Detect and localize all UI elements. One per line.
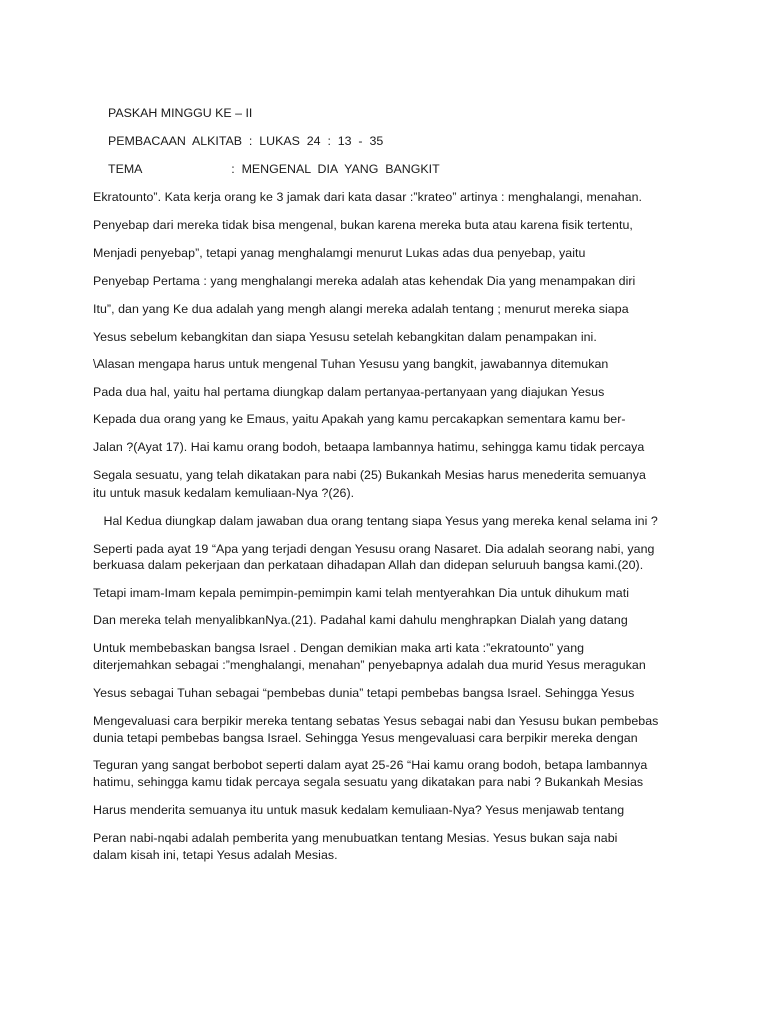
- body-line: Tetapi imam-Imam kepala pemimpin-pemimpin kami telah mentyerahkan Dia untuk dihukum mati: [93, 586, 630, 600]
- body-line: Itu”, dan yang Ke dua adalah yang mengh alangi mereka adalah tentang ; menurut mereka siapa: [93, 302, 629, 316]
- body-line: diterjemahkan sebagai :”menghalangi, menahan” penyebapnya adalah dua murid Yesus meragukan: [93, 658, 646, 672]
- body-line: Hal Kedua diungkap dalam jawaban dua orang tentang siapa Yesus yang mereka kenal selama ini ?: [93, 514, 658, 528]
- body-line: Ekratounto”. Kata kerja orang ke 3 jamak dari kata dasar :”krateo” artinya : menghalangi, menahan.: [93, 190, 643, 204]
- body-line: Untuk membebaskan bangsa Israel . Dengan demikian maka arti kata :”ekratounto” yang: [93, 641, 585, 655]
- body-line: itu untuk masuk kedalam kemuliaan-Nya ?(26).: [93, 486, 355, 500]
- body-line: Pada dua hal, yaitu hal pertama diungkap dalam pertanyaa-pertanyaan yang diajukan Yesus: [93, 385, 605, 399]
- body-line: Peran nabi-nqabi adalah pemberita yang menubuatkan tentang Mesias. Yesus bukan saja nabi: [93, 831, 618, 845]
- body-line: Teguran yang sangat berbobot seperti dalam ayat 25-26 “Hai kamu orang bodoh, betapa lambannya: [93, 758, 648, 772]
- body-line: hatimu, sehingga kamu tidak percaya segala sesuatu yang dikatakan para nabi ? Bukankah Mesias: [93, 775, 644, 789]
- body-line: Penyebap dari mereka tidak bisa mengenal, bukan karena mereka buta atau karena fisik tertentu,: [93, 218, 633, 232]
- header-reading: PEMBACAAN ALKITAB : LUKAS 24 : 13 - 35: [108, 134, 384, 148]
- body-line: Jalan ?(Ayat 17). Hai kamu orang bodoh, betaapa lambannya hatimu, sehingga kamu tidak percaya: [93, 440, 645, 454]
- body-line: Harus menderita semuanya itu untuk masuk kedalam kemuliaan-Nya? Yesus menjawab tentang: [93, 803, 625, 817]
- body-line: Dan mereka telah menyalibkanNya.(21). Padahal kami dahulu menghrapkan Dialah yang datang: [93, 613, 628, 627]
- body-line: Penyebap Pertama : yang menghalangi mereka adalah atas kehendak Dia yang menampakan diri: [93, 274, 636, 288]
- header-title: PASKAH MINGGU KE – II: [108, 106, 253, 120]
- body-line: Yesus sebagai Tuhan sebagai “pembebas dunia” tetapi pembebas bangsa Israel. Sehingga Yesus: [93, 686, 635, 700]
- body-line: Seperti pada ayat 19 “Apa yang terjadi dengan Yesusu orang Nasaret. Dia adalah seorang nabi, yang: [93, 542, 655, 556]
- body-line: dalam kisah ini, tetapi Yesus adalah Mesias.: [93, 848, 338, 862]
- body-line: dunia tetapi pembebas bangsa Israel. Sehingga Yesus mengevaluasi cara berpikir mereka dengan: [93, 731, 638, 745]
- header-theme: TEMA : MENGENAL DIA YANG BANGKIT: [108, 162, 440, 176]
- body-line: Mengevaluasi cara berpikir mereka tentang sebatas Yesus sebagai nabi dan Yesusu bukan pembebas: [93, 714, 659, 728]
- body-line: Kepada dua orang yang ke Emaus, yaitu Apakah yang kamu percakapkan sementara kamu ber-: [93, 412, 626, 426]
- body-line: Yesus sebelum kebangkitan dan siapa Yesusu setelah kebangkitan dalam penampakan ini.: [93, 330, 597, 344]
- body-line: \Alasan mengapa harus untuk mengenal Tuhan Yesusu yang bangkit, jawabannya ditemukan: [93, 357, 609, 371]
- body-line: berkuasa dalam pekerjaan dan perkataan dihadapan Allah dan didepan seluruuh bangsa kami.(20).: [93, 558, 644, 572]
- body-line: Segala sesuatu, yang telah dikatakan para nabi (25) Bukankah Mesias harus menederita semuanya: [93, 468, 646, 482]
- body-line: Menjadi penyebap”, tetapi yanag menghalamgi menurut Lukas adas dua penyebap, yaitu: [93, 246, 586, 260]
